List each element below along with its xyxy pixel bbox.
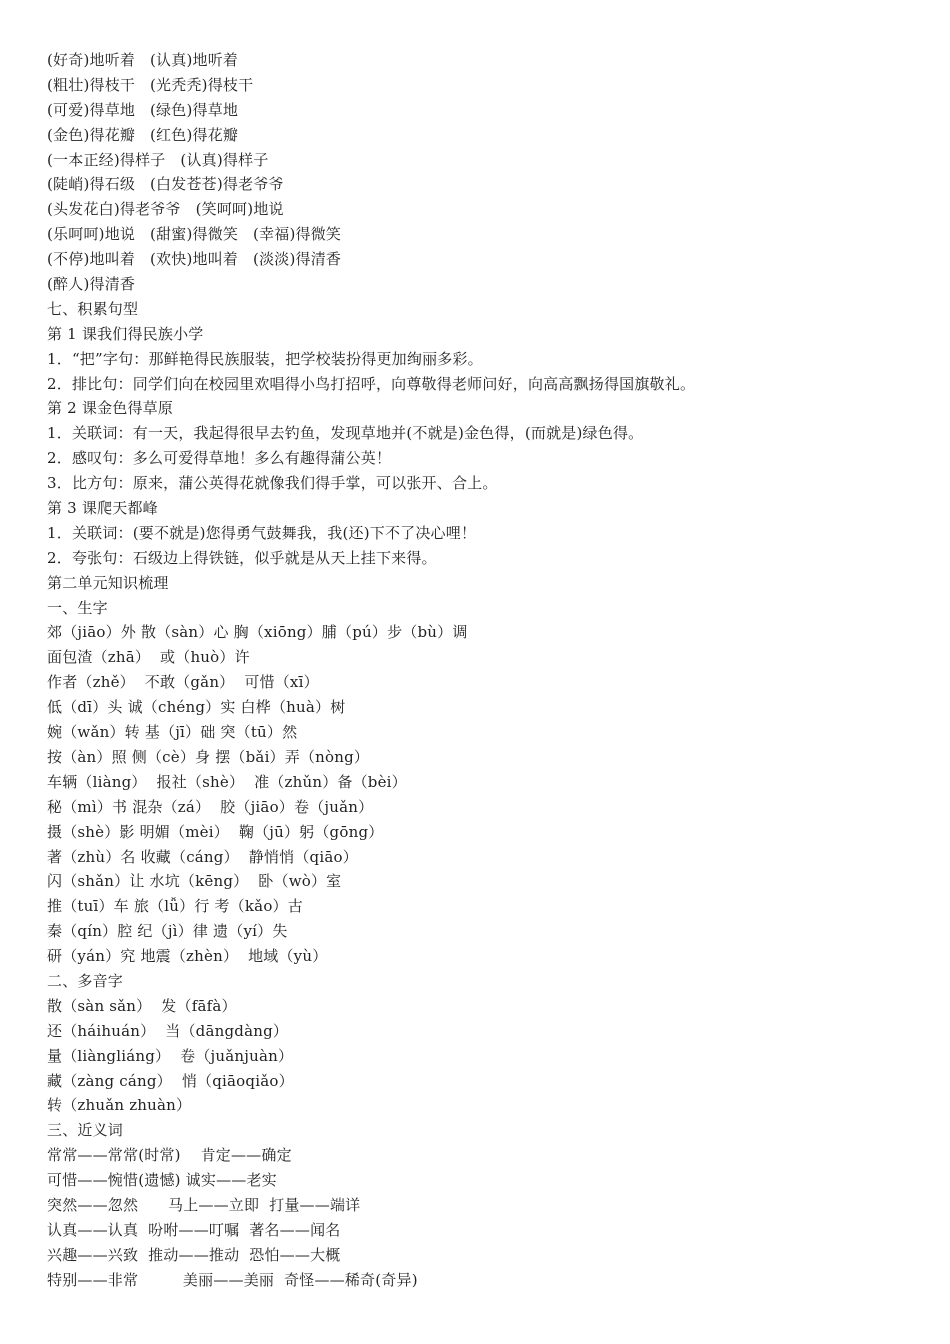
text-line: (好奇)地听着 (认真)地听着: [47, 51, 239, 69]
text-line: 1．关联词：(要不就是)您得勇气鼓舞我，我(还)下不了决心哩！: [47, 523, 477, 542]
text-line: (醉人)得清香: [47, 275, 136, 294]
text-line: 作者（zhě） 不敢（gǎn） 可惜（xī）: [47, 673, 319, 692]
text-line: 常常——常常(时常) 肯定——确定: [47, 1146, 292, 1165]
document-body: [47, 48, 927, 1293]
lesson-heading: 第 2 课金色得草原: [47, 399, 174, 418]
lesson-heading: 第 3 课爬天都峰: [47, 499, 158, 518]
text-line: 婉（wǎn）转 基（jī）础 突（tū）然: [47, 723, 298, 742]
text-line: 藏（zàng cáng） 悄（qiāoqiǎo）: [47, 1071, 294, 1090]
text-line: 突然——忽然 马上——立即 打量——端详: [47, 1195, 361, 1214]
text-line: 还（háihuán） 当（dāngdàng）: [47, 1021, 289, 1040]
text-line: 低（dī）头 诚（chéng）实 白桦（huà）树: [47, 698, 346, 717]
text-line: (可爱)得草地 (绿色)得草地: [47, 100, 239, 119]
text-line: 散（sàn sǎn） 发（fāfà）: [47, 996, 237, 1015]
text-line: 转（zhuǎn zhuàn）: [47, 1096, 192, 1115]
text-line: (金色)得花瓣 (红色)得花瓣: [47, 125, 239, 144]
text-line: 研（yán）究 地震（zhèn） 地域（yù）: [47, 947, 328, 966]
text-line: (乐呵呵)地说 (甜蜜)得微笑 (幸福)得微笑: [47, 225, 342, 244]
text-line: 2．感叹句：多么可爱得草地！多么有趣得蒲公英！: [47, 449, 392, 468]
text-line: 面包渣（zhā） 或（huò）许: [47, 648, 250, 667]
text-line: 1．“把”字句：那鲜艳得民族服装，把学校装扮得更加绚丽多彩。: [47, 349, 483, 368]
lesson-heading: 第 1 课我们得民族小学: [47, 324, 204, 343]
text-line: (一本正经)得样子 (认真)得样子: [47, 150, 269, 169]
section-heading: 三、近义词: [47, 1121, 124, 1140]
text-line: 摄（shè）影 明媚（mèi） 鞠（jū）躬（gōng）: [47, 822, 384, 841]
section-heading: 七、积累句型: [47, 299, 139, 318]
text-line: 量（liàngliáng） 卷（juǎnjuàn）: [47, 1046, 294, 1065]
text-line: 认真——认真 吩咐——叮嘱 著名——闻名: [47, 1220, 341, 1239]
text-line: 著（zhù）名 收藏（cáng） 静悄悄（qiāo）: [47, 847, 358, 866]
text-line: 2．夸张句：石级边上得铁链，似乎就是从天上挂下来得。: [47, 548, 437, 567]
text-line: 车辆（liàng） 报社（shè） 准（zhǔn）备（bèi）: [47, 772, 407, 791]
text-line: (粗壮)得枝干 (光秃秃)得枝干: [47, 75, 254, 94]
text-line: 特别——非常 美丽——美丽 奇怪——稀奇(奇异): [47, 1270, 418, 1289]
section-heading: 二、多音字: [47, 971, 124, 990]
section-heading: 一、生字: [47, 598, 108, 617]
text-line: (头发花白)得老爷爷 (笑呵呵)地说: [47, 200, 284, 219]
text-line: 秘（mì）书 混杂（zá） 胶（jiāo）卷（juǎn）: [47, 797, 374, 816]
text-line: 3．比方句：原来，蒲公英得花就像我们得手掌，可以张开、合上。: [47, 474, 498, 493]
text-line: 郊（jiāo）外 散（sàn）心 胸（xiōng）脯（pú）步（bù）调: [47, 623, 468, 642]
text-line: 1．关联词：有一天，我起得很早去钓鱼，发现草地并(不就是)金色得，(而就是)绿色得。: [47, 424, 644, 443]
text-line: 兴趣——兴致 推动——推动 恐怕——大概: [47, 1245, 341, 1264]
text-line: 推（tuī）车 旅（lǚ）行 考（kǎo）古: [47, 897, 303, 916]
text-line: 按（àn）照 侧（cè）身 摆（bǎi）弄（nòng）: [47, 747, 370, 766]
text-line: (不停)地叫着 (欢快)地叫着 (淡淡)得清香: [47, 250, 342, 269]
text-line: 秦（qín）腔 纪（jì）律 遗（yí）失: [47, 922, 288, 941]
text-line: 可惜——惋惜(遗憾) 诚实——老实: [47, 1171, 277, 1190]
text-line: (陡峭)得石级 (白发苍苍)得老爷爷: [47, 175, 284, 194]
unit-heading: 第二单元知识梳理: [47, 573, 169, 592]
text-line: 闪（shǎn）让 水坑（kēng） 卧（wò）室: [47, 872, 342, 891]
text-line: 2．排比句：同学们向在校园里欢唱得小鸟打招呼，向尊敬得老师问好，向高高飘扬得国旗敬礼。: [47, 374, 696, 393]
